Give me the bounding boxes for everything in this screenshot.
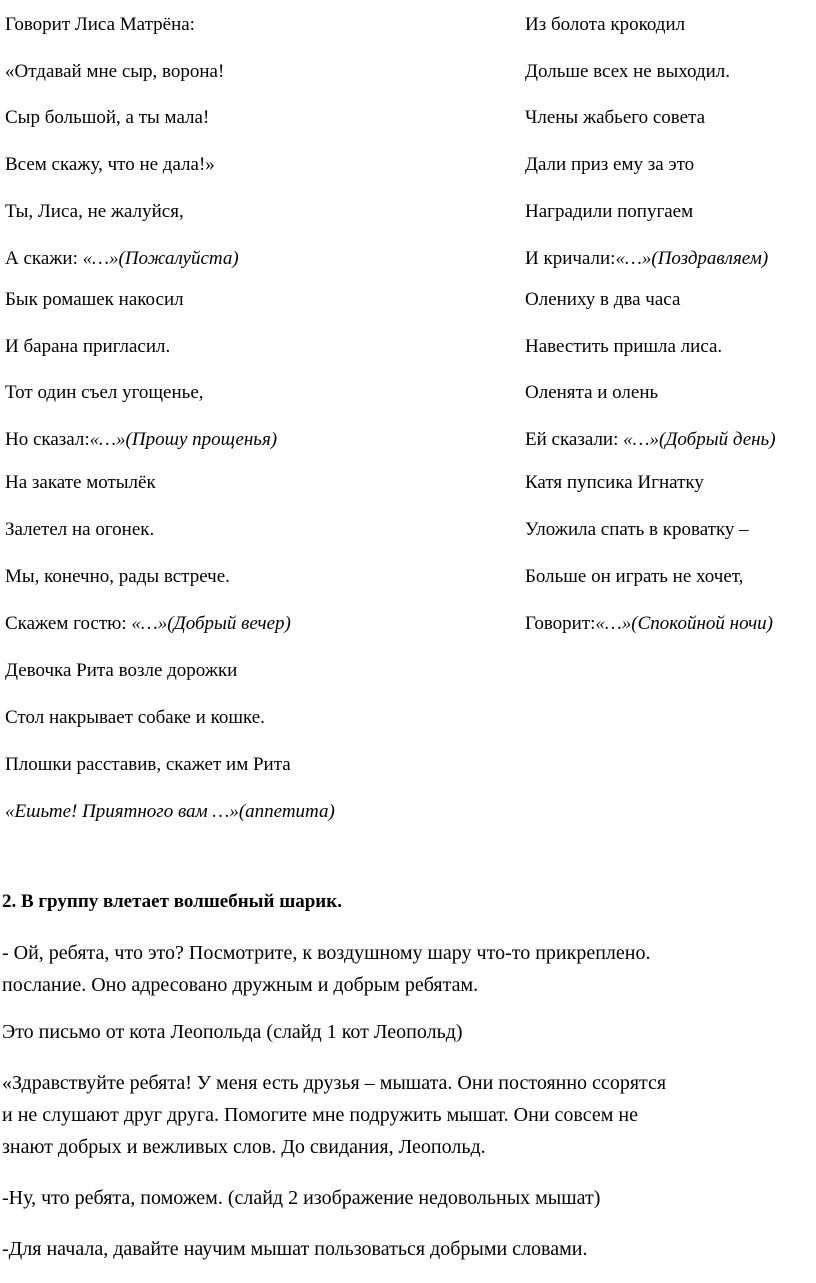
- poem-line: Оленята и олень: [525, 382, 659, 403]
- poem-line: И кричали:«…»(Поздравляем): [525, 248, 769, 269]
- paragraph: [2, 1182, 814, 1214]
- poem-line: Уложила спать в кроватку –: [525, 519, 749, 540]
- poem-line: Залетел на огонек.: [5, 519, 155, 540]
- poem-line: Навестить пришла лиса.: [525, 336, 723, 357]
- paragraph-line: - Ой, ребята, что это? Посмотрите, к воздушному шару что-то прикреплено.: [2, 942, 651, 964]
- paragraph: [2, 937, 814, 1001]
- poem-line: Сыр большой, а ты мала!: [5, 107, 210, 128]
- paragraph-line: «Здравствуйте ребята! У меня есть друзья – мышата. Они постоянно ссорятся: [2, 1072, 667, 1094]
- poem-line: Но сказал:«…»(Прошу прощенья): [5, 429, 278, 450]
- poem-line: Наградили попугаем: [525, 201, 694, 222]
- paragraph-line: -Для начала, давайте научим мышат пользоваться добрыми словами.: [2, 1238, 588, 1260]
- poem-line: Катя пупсика Игнатку: [525, 472, 704, 493]
- poem-line: Олениху в два часа: [525, 289, 681, 310]
- poem-line: Ей сказали: «…»(Добрый день): [525, 429, 776, 450]
- poem-line: Стол накрывает собаке и кошке.: [5, 707, 265, 728]
- poem-line: Больше он играть не хочет,: [525, 566, 744, 587]
- paragraph: [2, 1067, 814, 1163]
- poem-line: «Отдавай мне сыр, ворона!: [5, 61, 225, 82]
- paragraph: [2, 1016, 814, 1048]
- poem-line: Скажем гостю: «…»(Добрый вечер): [5, 613, 291, 634]
- poem-line: И барана пригласил.: [5, 336, 171, 357]
- poem-line: Плошки расставив, скажет им Рита: [5, 754, 291, 775]
- paragraph-line: и не слушают друг друга. Помогите мне подружить мышат. Они совсем не: [2, 1104, 638, 1126]
- paragraph-line: Это письмо от кота Леопольда (слайд 1 кот Леопольд): [2, 1021, 463, 1043]
- poem-line: А скажи: «…»(Пожалуйста): [5, 248, 239, 269]
- poem-line: Ты, Лиса, не жалуйся,: [5, 201, 184, 222]
- poem-line: Всем скажу, что не дала!»: [5, 154, 215, 175]
- poem-line: Члены жабьего совета: [525, 107, 706, 128]
- poem-line: «Ешьте! Приятного вам …»(аппетита): [5, 801, 335, 822]
- poem-line: Тот один съел угощенье,: [5, 382, 204, 403]
- poem-line: Из болота крокодил: [525, 14, 686, 35]
- paragraph-line: -Ну, что ребята, поможем. (слайд 2 изображение недовольных мышат): [2, 1187, 601, 1209]
- paragraph-line: послание. Оно адресовано дружным и добрым ребятам.: [2, 974, 479, 996]
- poem-line: Дольше всех не выходил.: [525, 61, 731, 82]
- section-heading: 2. В группу влетает волшебный шарик.: [2, 891, 342, 912]
- poem-line: На закате мотылёк: [5, 472, 156, 493]
- poem-line: Девочка Рита возле дорожки: [5, 660, 238, 681]
- poem-line: Дали приз ему за это: [525, 154, 695, 175]
- poem-line: Говорит:«…»(Спокойной ночи): [525, 613, 773, 634]
- poem-line: Мы, конечно, рады встрече.: [5, 566, 230, 587]
- paragraph-line: знают добрых и вежливых слов. До свидания, Леопольд.: [2, 1136, 486, 1158]
- poem-line: Говорит Лиса Матрёна:: [5, 14, 195, 35]
- poem-line: Бык ромашек накосил: [5, 289, 184, 310]
- paragraph: [2, 1233, 814, 1265]
